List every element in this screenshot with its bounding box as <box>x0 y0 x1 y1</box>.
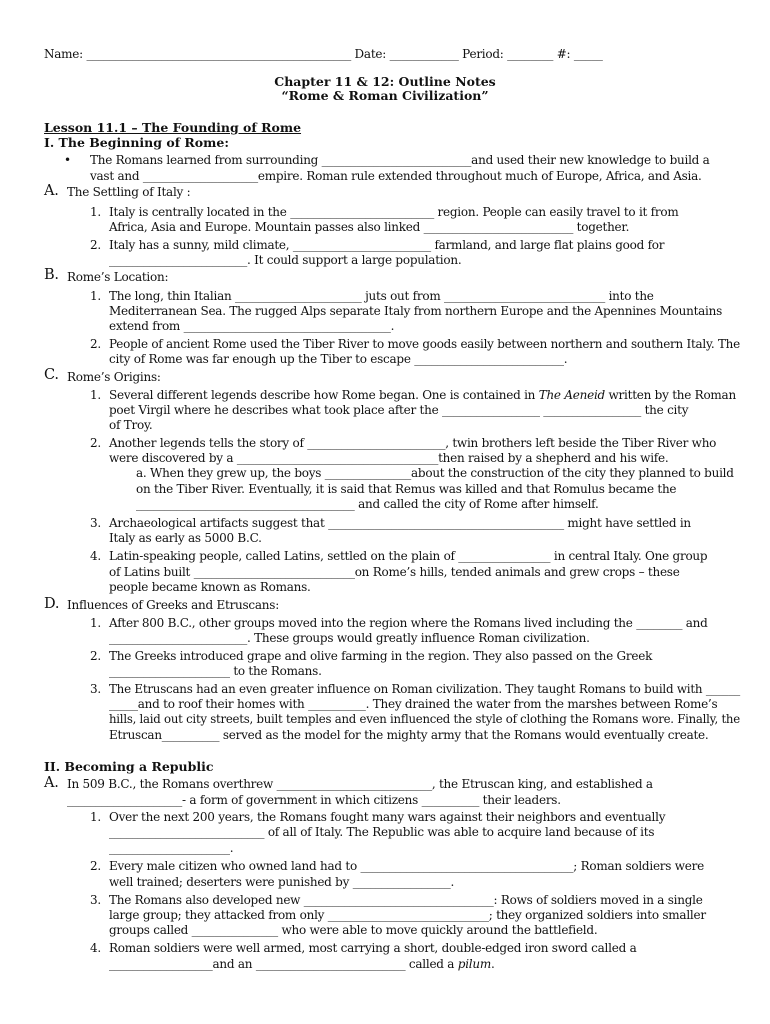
outline-letter: C. <box>44 367 59 383</box>
text-line: Another legends tells the story of ________________________, twin brothers left beside the Tiber River who <box>109 436 717 450</box>
text-line: ______________________________________ and called the city of Rome after himself. <box>136 497 599 511</box>
subsection-label: The Settling of Italy : <box>67 185 191 199</box>
text-line: Latin-speaking people, called Latins, settled on the plain of ________________ in central Italy. One group <box>109 549 708 563</box>
outline-letter: D. <box>44 596 60 612</box>
text-line: _____and to roof their homes with __________. They drained the water from the marshes between Rome’s <box>109 697 718 711</box>
item-number: 2. <box>90 337 101 351</box>
text-line: Over the next 200 years, the Romans fought many wars against their neighbors and eventually <box>109 810 666 824</box>
text-line: extend from ____________________________________. <box>109 319 395 333</box>
text-line: _____________________. <box>109 841 234 855</box>
text-line: vast and ____________________empire. Roman rule extended throughout much of Europe, Africa, and Asia. <box>90 169 702 183</box>
item-number: 2. <box>90 859 101 873</box>
text-line: ____________________- a form of government in which citizens __________ their leaders. <box>67 793 561 807</box>
item-number: 3. <box>90 893 101 907</box>
text-line: Italy as early as 5000 B.C. <box>109 531 262 545</box>
item-number: 2. <box>90 238 101 252</box>
student-info-line: Name: ______________________________________________ Date: ____________ Period: ________ #: _____ <box>44 47 603 61</box>
text-line: The Etruscans had an even greater influence on Roman civilization. They taught Romans to build with ______ <box>109 682 741 696</box>
text-line: People of ancient Rome used the Tiber River to move goods easily between northern and southern Italy. The <box>109 337 740 351</box>
text-line: _____________________ to the Romans. <box>109 664 322 678</box>
item-number: 4. <box>90 941 101 955</box>
text-line: well trained; deserters were punished by _________________. <box>109 875 455 889</box>
item-number: 2. <box>90 649 101 663</box>
text-line: Archaeological artifacts suggest that _________________________________________ might have settled in <box>109 516 691 530</box>
text-line: After 800 B.C., other groups moved into the region where the Romans lived including the ________ and <box>109 616 708 630</box>
text-line: poet Virgil where he describes what took place after the _________________ _________________ the city <box>109 403 689 417</box>
page-title: Chapter 11 & 12: Outline Notes <box>274 74 496 89</box>
text-line: Etruscan__________ served as the model for the mighty army that the Romans would eventually create. <box>109 728 709 742</box>
item-number: 3. <box>90 516 101 530</box>
text-line: hills, laid out city streets, built temples and even influenced the style of clothing the Romans wore. Finally, the <box>109 712 740 726</box>
text-line: a. When they grew up, the boys _______________about the construction of the city they planned to build <box>136 466 734 480</box>
text-line: of Latins built ____________________________on Rome’s hills, tended animals and grew crops – these <box>109 565 680 579</box>
item-number: 1. <box>90 616 101 630</box>
text-line: ________________________. These groups would greatly influence Roman civilization. <box>109 631 590 645</box>
outline-letter: A. <box>44 183 59 199</box>
text-line: Africa, Asia and Europe. Mountain passes also linked __________________________ together. <box>109 220 630 234</box>
text-line: Mediterranean Sea. The rugged Alps separate Italy from northern Europe and the Apennines Mountains <box>109 304 723 318</box>
text-line: large group; they attacked from only ____________________________; they organized soldiers into smaller <box>109 908 706 922</box>
text-line: on the Tiber River. Eventually, it is said that Remus was killed and that Romulus became the <box>136 482 677 496</box>
text-line: In 509 B.C., the Romans overthrew ___________________________, the Etruscan king, and established a <box>67 777 653 791</box>
text-line: Several different legends describe how Rome began. One is contained in The Aeneid written by the Roman <box>109 388 736 402</box>
page-subtitle: “Rome & Roman Civilization” <box>281 88 489 103</box>
item-number: 3. <box>90 682 101 696</box>
text-line: Italy has a sunny, mild climate, ________________________ farmland, and large flat plains good for <box>109 238 665 252</box>
text-line: The long, thin Italian ______________________ juts out from ____________________________ into the <box>109 289 654 303</box>
section-heading-republic: II. Becoming a Republic <box>44 759 214 774</box>
text-line: ________________________. It could support a large population. <box>109 253 462 267</box>
text-line: people became known as Romans. <box>109 580 311 594</box>
text-line: The Romans also developed new _________________________________: Rows of soldiers moved in a single <box>109 893 703 907</box>
outline-letter: B. <box>44 267 59 283</box>
item-number: 1. <box>90 289 101 303</box>
item-number: 1. <box>90 388 101 402</box>
outline-letter: A. <box>44 775 59 791</box>
text-line: Every male citizen who owned land had to _____________________________________; Roman soldiers were <box>109 859 704 873</box>
item-number: 2. <box>90 436 101 450</box>
text-line: __________________and an __________________________ called a pilum. <box>109 957 495 971</box>
text-line: groups called _______________ who were able to move quickly around the battlefield. <box>109 923 598 937</box>
section-heading-beginning: I. The Beginning of Rome: <box>44 135 229 150</box>
text-line: Italy is centrally located in the _________________________ region. People can easily travel to it from <box>109 205 679 219</box>
item-number: 1. <box>90 810 101 824</box>
text-line: Roman soldiers were well armed, most carrying a short, double-edged iron sword called a <box>109 941 637 955</box>
subsection-label: Influences of Greeks and Etruscans: <box>67 598 279 612</box>
item-number: 1. <box>90 205 101 219</box>
text-line: city of Rome was far enough up the Tiber to escape __________________________. <box>109 352 568 366</box>
text-line: The Greeks introduced grape and olive farming in the region. They also passed on the Greek <box>109 649 653 663</box>
text-line: The Romans learned from surrounding __________________________and used their new knowledge to build a <box>90 153 710 167</box>
text-line: of Troy. <box>109 418 153 432</box>
lesson-heading: Lesson 11.1 – The Founding of Rome <box>44 120 302 135</box>
item-number: 4. <box>90 549 101 563</box>
text-line: ___________________________ of all of Italy. The Republic was able to acquire land because of its <box>109 825 655 839</box>
text-line: were discovered by a ___________________________________then raised by a shepherd and his wife. <box>109 451 669 465</box>
bullet-icon: • <box>64 153 72 167</box>
subsection-label: Rome’s Location: <box>67 270 169 284</box>
subsection-label: Rome’s Origins: <box>67 370 161 384</box>
